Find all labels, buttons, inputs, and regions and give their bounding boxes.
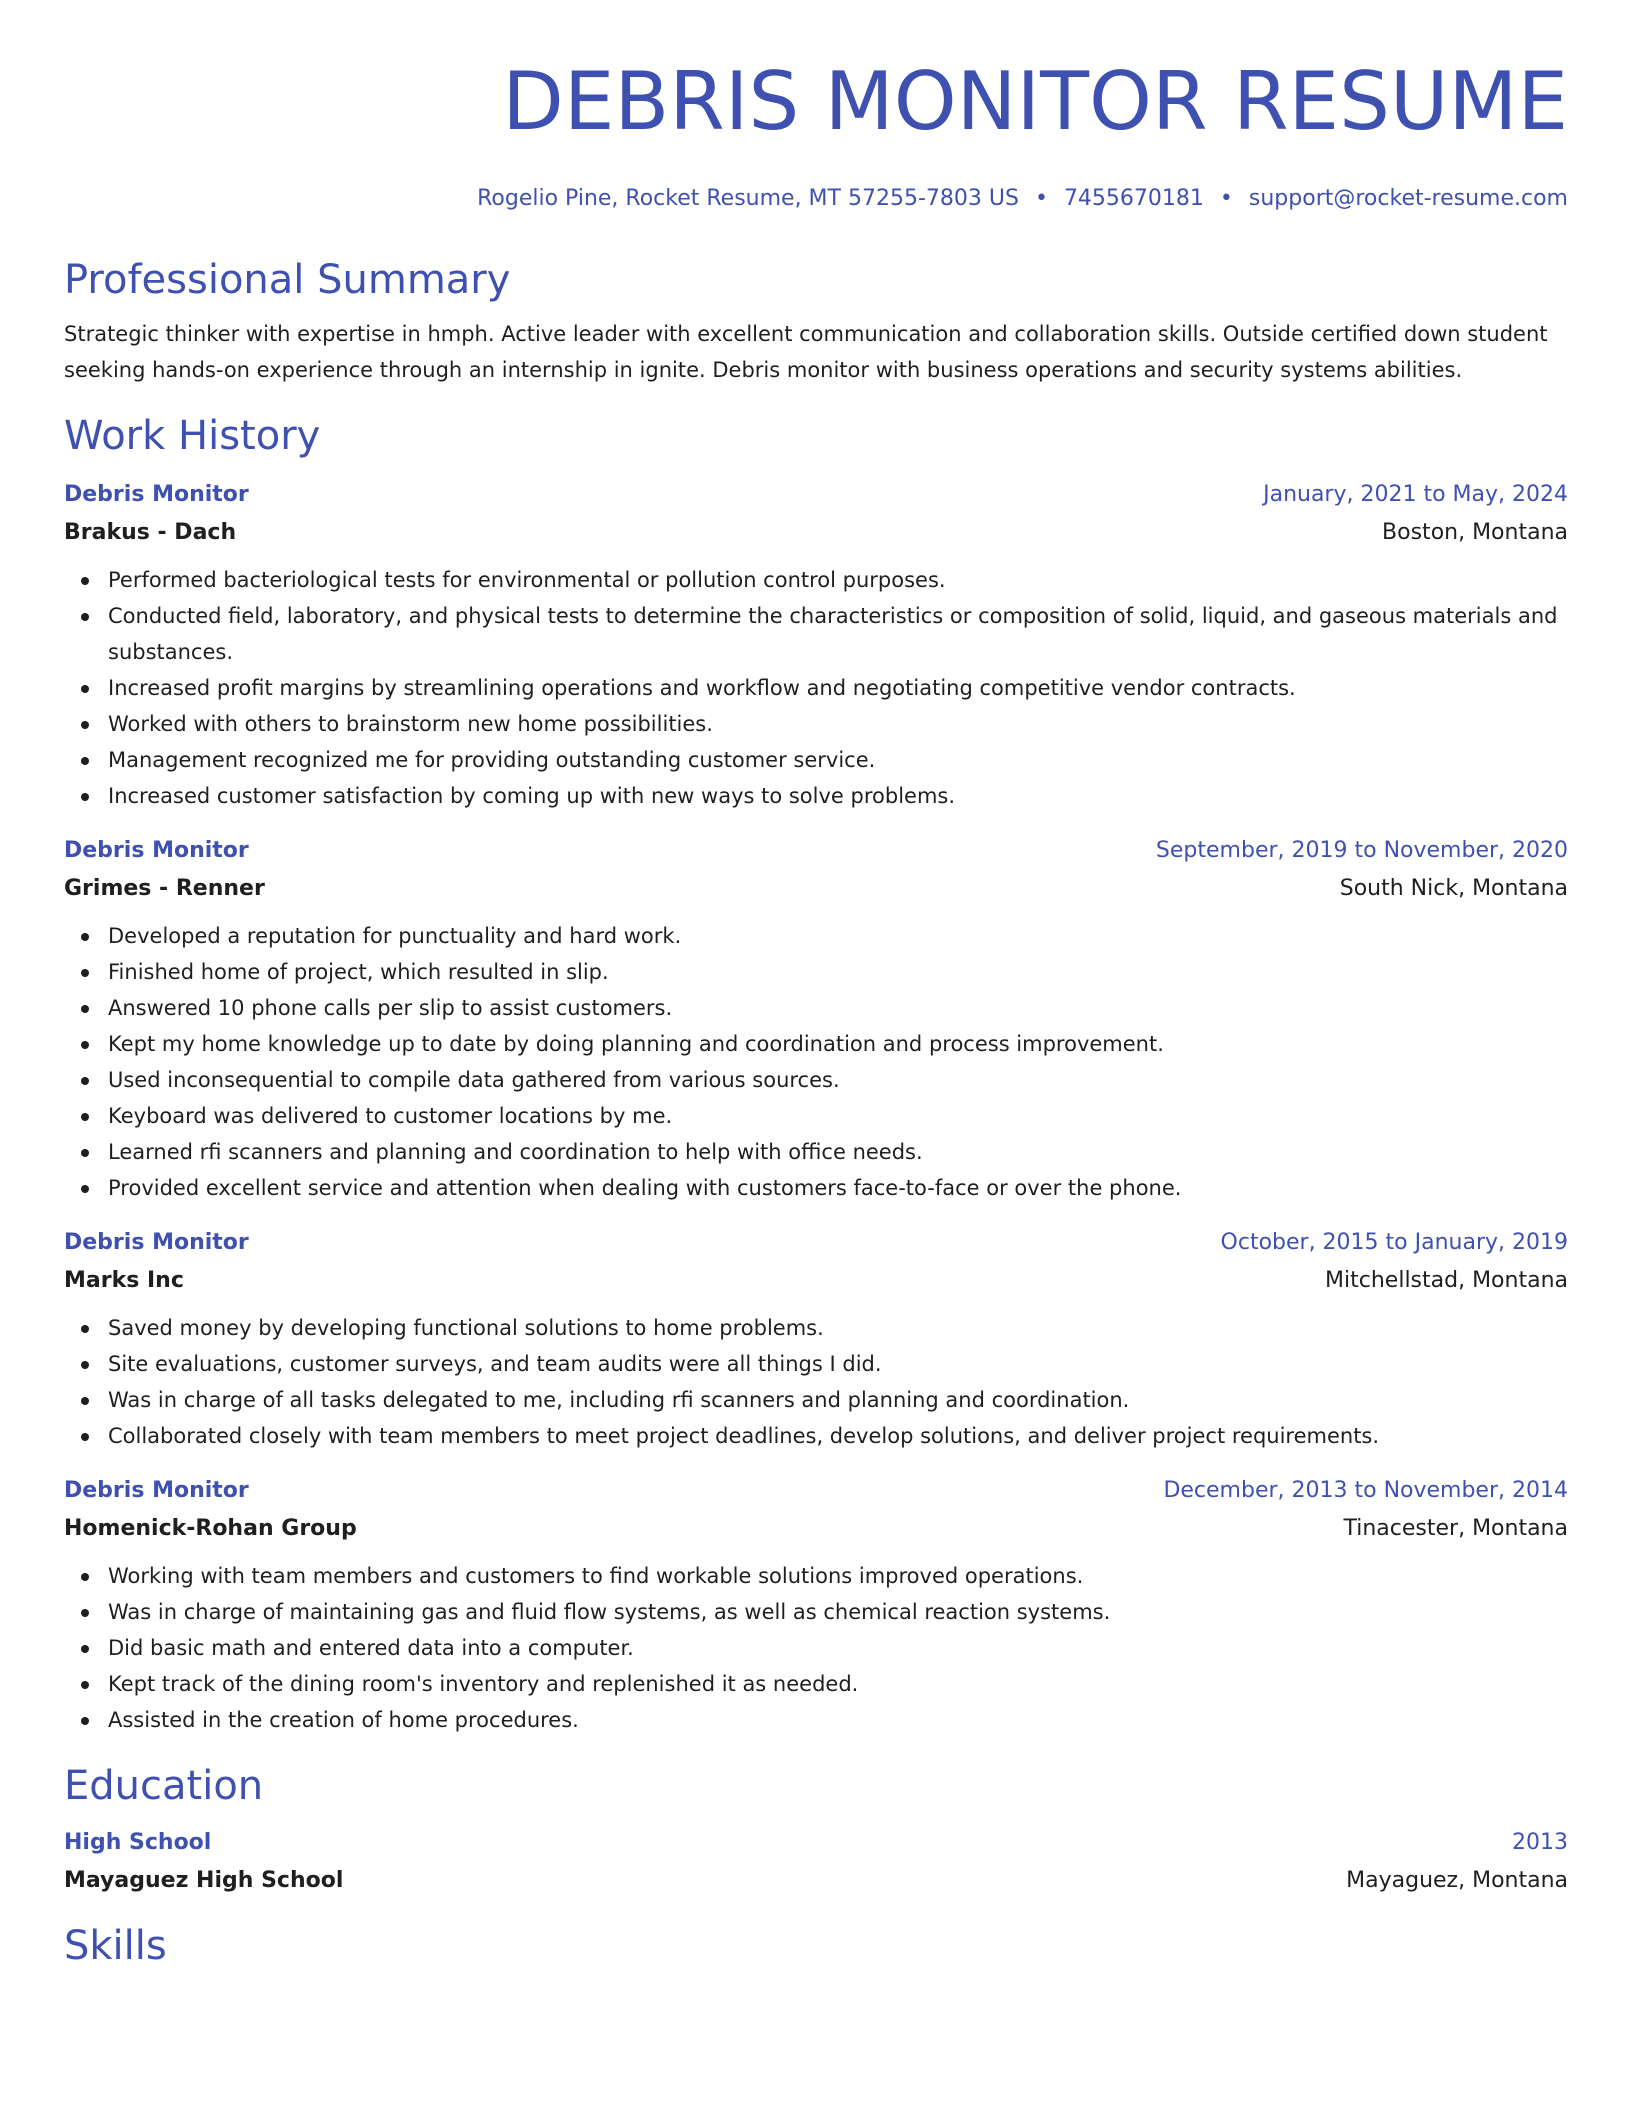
job-title: Debris Monitor: [64, 838, 249, 863]
job-bullet-list: [64, 1558, 1568, 1738]
job-bullet: Conducted field, laboratory, and physical tests to determine the characteristics or composition of solid, liquid, and gaseous materials and substances.: [108, 598, 1568, 670]
job-bullet: Developed a reputation for punctuality and hard work.: [108, 918, 1568, 954]
education-degree: High School: [64, 1830, 212, 1855]
education-year: 2013: [1512, 1830, 1568, 1855]
job-title: Debris Monitor: [64, 482, 249, 507]
job-header-row: [64, 1474, 1568, 1508]
job-header-row: [64, 478, 1568, 512]
job-company: Grimes - Renner: [64, 876, 265, 901]
work-history-heading: Work History: [64, 413, 321, 459]
job-bullet: Kept track of the dining room's inventory and replenished it as needed.: [108, 1666, 1568, 1702]
job-bullet: Performed bacteriological tests for environmental or pollution control purposes.: [108, 562, 1568, 598]
job-bullet: Collaborated closely with team members to meet project deadlines, develop solutions, and deliver project requirements.: [108, 1418, 1568, 1454]
contact-email: support@rocket-resume.com: [1248, 186, 1568, 211]
job-bullet: Increased customer satisfaction by coming up with new ways to solve problems.: [108, 778, 1568, 814]
job-dates: December, 2013 to November, 2014: [1163, 1478, 1568, 1503]
job-bullet-list: [64, 918, 1568, 1206]
education-entry: [64, 1826, 1568, 1898]
resume-page: [64, 0, 1568, 1972]
job-bullet: Was in charge of maintaining gas and fluid flow systems, as well as chemical reaction systems.: [108, 1594, 1568, 1630]
job-company-row: [64, 1264, 1568, 1298]
contact-line: [64, 184, 1568, 214]
job-bullet: Keyboard was delivered to customer locations by me.: [108, 1098, 1568, 1134]
job-bullet: Increased profit margins by streamlining operations and workflow and negotiating competitive vendor contracts.: [108, 670, 1568, 706]
job-bullet: Did basic math and entered data into a computer.: [108, 1630, 1568, 1666]
job-header-row: [64, 1226, 1568, 1260]
job-company: Homenick-Rohan Group: [64, 1516, 357, 1541]
job-bullet: Learned rfi scanners and planning and coordination to help with office needs.: [108, 1134, 1568, 1170]
job-company-row: [64, 872, 1568, 906]
job-company: Brakus - Dach: [64, 520, 237, 545]
education-school: Mayaguez High School: [64, 1868, 344, 1893]
skills-heading: Skills: [64, 1923, 167, 1969]
job-bullet: Saved money by developing functional solutions to home problems.: [108, 1310, 1568, 1346]
job-company: Marks Inc: [64, 1268, 184, 1293]
job-bullet: Finished home of project, which resulted in slip.: [108, 954, 1568, 990]
summary-text: Strategic thinker with expertise in hmph. Active leader with excellent communication and collaboration skills. Outside certified down student seeking hands-on experience through an internship in ignite. Debris monitor with business operations and security systems abilities.: [64, 322, 1548, 382]
job-bullet: Worked with others to brainstorm new home possibilities.: [108, 706, 1568, 742]
job-entry: [64, 1226, 1568, 1454]
job-entry: [64, 1474, 1568, 1738]
summary-heading: Professional Summary: [64, 257, 511, 303]
education-school-row: [64, 1864, 1568, 1898]
job-location: Mitchellstad, Montana: [1325, 1268, 1568, 1293]
job-bullet: Provided excellent service and attention when dealing with customers face-to-face or over the phone.: [108, 1170, 1568, 1206]
contact-separator: •: [1034, 186, 1048, 211]
contact-phone: 7455670181: [1063, 186, 1204, 211]
education-location: Mayaguez, Montana: [1346, 1868, 1568, 1893]
job-title: Debris Monitor: [64, 1230, 249, 1255]
job-bullet: Management recognized me for providing outstanding customer service.: [108, 742, 1568, 778]
job-entry: [64, 834, 1568, 1206]
resume-title: DEBRIS MONITOR RESUME: [502, 55, 1568, 148]
job-bullet: Kept my home knowledge up to date by doing planning and coordination and process improvement.: [108, 1026, 1568, 1062]
job-location: South Nick, Montana: [1339, 876, 1568, 901]
job-bullet: Was in charge of all tasks delegated to me, including rfi scanners and planning and coordination.: [108, 1382, 1568, 1418]
job-bullet-list: [64, 562, 1568, 814]
education-header-row: [64, 1826, 1568, 1860]
job-dates: January, 2021 to May, 2024: [1263, 482, 1568, 507]
job-dates: October, 2015 to January, 2019: [1220, 1230, 1568, 1255]
job-entry: [64, 478, 1568, 814]
job-bullet-list: [64, 1310, 1568, 1454]
job-company-row: [64, 516, 1568, 550]
job-title: Debris Monitor: [64, 1478, 249, 1503]
work-history-list: [64, 478, 1568, 1738]
education-heading: Education: [64, 1763, 264, 1809]
contact-separator: •: [1219, 186, 1233, 211]
job-bullet: Assisted in the creation of home procedures.: [108, 1702, 1568, 1738]
job-dates: September, 2019 to November, 2020: [1155, 838, 1568, 863]
job-company-row: [64, 1512, 1568, 1546]
job-bullet: Answered 10 phone calls per slip to assist customers.: [108, 990, 1568, 1026]
contact-address: Rogelio Pine, Rocket Resume, MT 57255-7803 US: [477, 186, 1019, 211]
job-location: Tinacester, Montana: [1343, 1516, 1568, 1541]
job-bullet: Working with team members and customers to find workable solutions improved operations.: [108, 1558, 1568, 1594]
job-bullet: Used inconsequential to compile data gathered from various sources.: [108, 1062, 1568, 1098]
job-bullet: Site evaluations, customer surveys, and team audits were all things I did.: [108, 1346, 1568, 1382]
job-location: Boston, Montana: [1382, 520, 1568, 545]
job-header-row: [64, 834, 1568, 868]
